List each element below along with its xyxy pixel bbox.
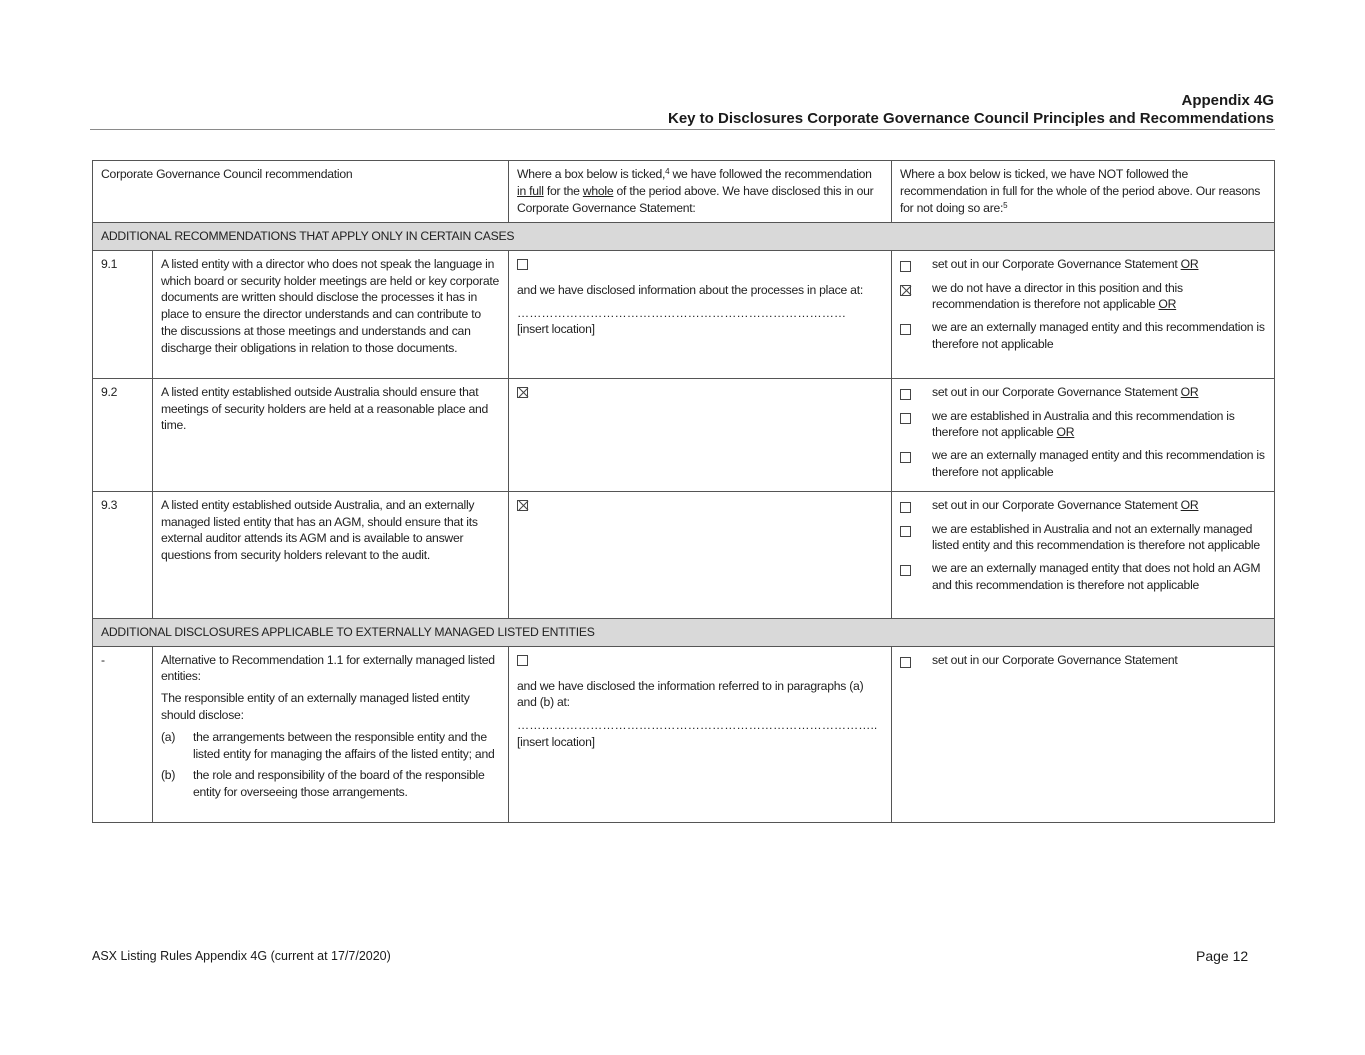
- disclosure-text: and we have disclosed information about the processes in place at:: [517, 282, 863, 297]
- recommendation-number: 9.2: [93, 378, 153, 491]
- recommendation-number: -: [93, 646, 153, 822]
- header-divider: [90, 129, 1275, 130]
- location-dotted-line: ……………………………………………………………………………..: [517, 718, 878, 733]
- table-row: [93, 491, 1275, 618]
- checkbox-ticked[interactable]: [900, 285, 911, 296]
- checkbox[interactable]: [900, 657, 911, 668]
- appendix-title: Appendix 4G: [1181, 92, 1274, 109]
- document-title: Key to Disclosures Corporate Governance Council Principles and Recommendations: [668, 110, 1274, 127]
- recommendation-text: Alternative to Recommendation 1.1 for externally managed listed entities: The responsible entity of an externally managed listed entity should disclose: (a) the arrangements between the responsible entity and the listed entity for managing the affairs of the listed entity; and (b) the role and responsibility of the board of the responsible entity for overseeing those arrangements.: [153, 646, 509, 822]
- insert-location-field[interactable]: [insert location]: [517, 734, 595, 749]
- footnote-ref: 4: [665, 167, 670, 176]
- followed-checkbox-ticked[interactable]: [517, 500, 528, 511]
- table-row: [93, 250, 1275, 378]
- option-no-director[interactable]: we do not have a director in this position and this recommendation is therefore not applicable OR: [900, 280, 1266, 314]
- footnote-ref: 5: [1003, 200, 1008, 210]
- not-followed-cell: [892, 646, 1275, 822]
- followed-cell: [509, 646, 892, 822]
- followed-cell: [509, 250, 892, 378]
- insert-location-field[interactable]: [insert location]: [517, 322, 595, 337]
- checkbox[interactable]: [900, 413, 911, 424]
- recommendation-text: A listed entity established outside Australia, and an externally managed listed entity that has an AGM, should ensure that its external auditor attends its AGM and is available to answer questions from security holders relevant to the audit.: [153, 491, 509, 618]
- checkbox[interactable]: [900, 389, 911, 400]
- disclosure-text: and we have disclosed the information referred to in paragraphs (a) and (b) at:: [517, 678, 864, 710]
- followed-cell: [509, 491, 892, 618]
- sub-item: (a) the arrangements between the responsible entity and the listed entity for managing the affairs of the listed entity; and: [161, 729, 495, 761]
- option-set-out[interactable]: set out in our Corporate Governance Statement OR: [900, 256, 1266, 274]
- section-header-row: [93, 223, 1275, 251]
- footer-document-reference: ASX Listing Rules Appendix 4G (current at 17/7/2020): [92, 949, 391, 963]
- followed-checkbox[interactable]: [517, 259, 528, 270]
- column-header-not-followed: Where a box below is ticked, we have NOT followed the recommendation in full for the whole of the period above. Our reasons for not doing so are:$^5$: [892, 161, 1275, 223]
- not-followed-cell: [892, 491, 1275, 618]
- checkbox[interactable]: [900, 502, 911, 513]
- not-followed-cell: [892, 378, 1275, 491]
- followed-checkbox[interactable]: [517, 655, 528, 666]
- option-established-in-australia[interactable]: we are established in Australia and not an externally managed listed entity and this recommendation is therefore not applicable: [900, 521, 1266, 555]
- option-set-out[interactable]: set out in our Corporate Governance Statement: [900, 652, 1266, 670]
- checkbox[interactable]: [900, 324, 911, 335]
- checkbox[interactable]: [900, 452, 911, 463]
- column-header-followed: Where a box below is ticked,$^4$ we have followed the recommendation in full for the whole of the period above. We have disclosed this in our Corporate Governance Statement:: [509, 161, 892, 223]
- followed-checkbox-ticked[interactable]: [517, 387, 528, 398]
- followed-cell: [509, 378, 892, 491]
- table-header-row: [93, 161, 1275, 223]
- not-followed-cell: [892, 250, 1275, 378]
- location-dotted-line: ………………………………………………………………………: [517, 305, 847, 320]
- sub-item: (b) the role and responsibility of the board of the responsible entity for overseeing those arrangements.: [161, 768, 485, 800]
- section-title: ADDITIONAL DISCLOSURES APPLICABLE TO EXTERNALLY MANAGED LISTED ENTITIES: [93, 618, 1275, 646]
- governance-table: [92, 160, 1275, 823]
- recommendation-text: A listed entity established outside Australia should ensure that meetings of security holders are held at a reasonable place and time.: [153, 378, 509, 491]
- table-row: [93, 646, 1275, 822]
- option-externally-managed[interactable]: we are an externally managed entity and this recommendation is therefore not applicable: [900, 319, 1266, 353]
- page-header: [90, 92, 1274, 128]
- table-row: [93, 378, 1275, 491]
- option-no-agm[interactable]: we are an externally managed entity that does not hold an AGM and this recommendation is therefore not applicable: [900, 560, 1266, 594]
- recommendation-text: A listed entity with a director who does not speak the language in which board or security holder meetings are held or key corporate documents are written should disclose the processes it has in place to ensure the director understands and can contribute to the discussions at those meetings and understands and can discharge their obligations in relation to those documents.: [153, 250, 509, 378]
- column-header-recommendation: Corporate Governance Council recommendation: [93, 161, 509, 223]
- option-set-out[interactable]: set out in our Corporate Governance Statement OR: [900, 384, 1266, 402]
- section-header-row: [93, 618, 1275, 646]
- recommendation-number: 9.1: [93, 250, 153, 378]
- page-number: Page 12: [1196, 948, 1249, 964]
- option-externally-managed[interactable]: we are an externally managed entity and this recommendation is therefore not applicable: [900, 447, 1266, 481]
- recommendation-number: 9.3: [93, 491, 153, 618]
- option-established-in-australia[interactable]: we are established in Australia and this recommendation is therefore not applicable OR: [900, 408, 1266, 442]
- checkbox[interactable]: [900, 526, 911, 537]
- section-title: ADDITIONAL RECOMMENDATIONS THAT APPLY ONLY IN CERTAIN CASES: [93, 223, 1275, 251]
- checkbox[interactable]: [900, 565, 911, 576]
- option-set-out[interactable]: set out in our Corporate Governance Statement OR: [900, 497, 1266, 515]
- checkbox[interactable]: [900, 261, 911, 272]
